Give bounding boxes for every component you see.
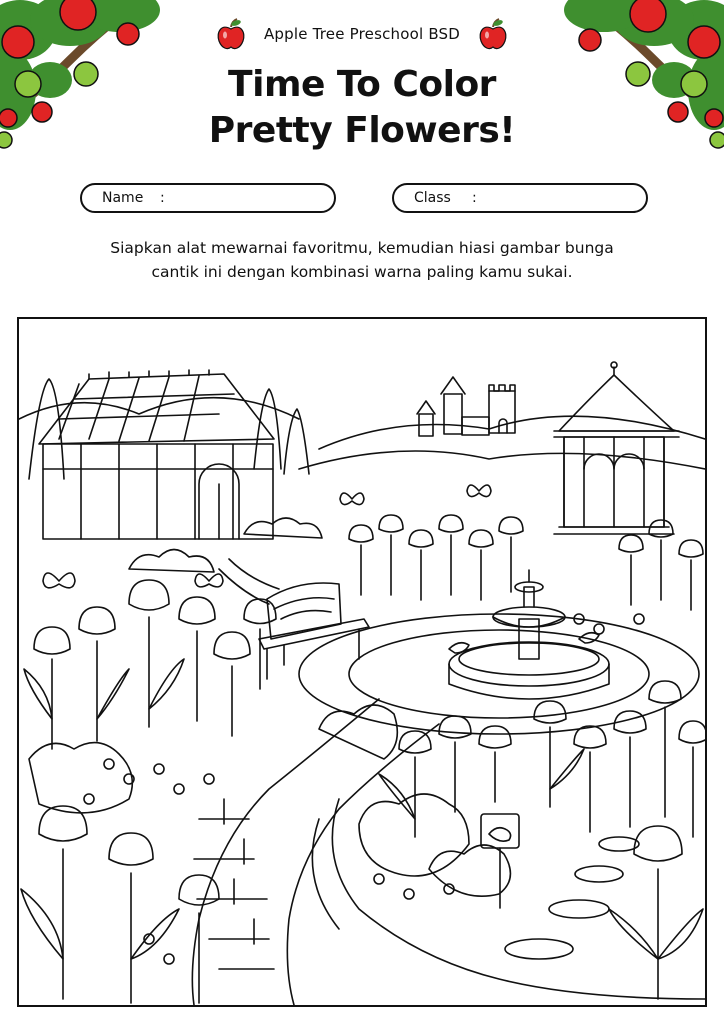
instructions <box>60 236 664 284</box>
class-separator: : <box>472 190 477 206</box>
stepping-stones-icon <box>505 837 639 959</box>
gazebo-icon <box>554 362 679 534</box>
butterfly-icon <box>43 485 491 588</box>
title-line-2: Pretty Flowers! <box>208 110 516 151</box>
name-separator: : <box>160 190 165 206</box>
page-title <box>0 62 724 154</box>
small-flowers-icon <box>84 614 644 964</box>
apple-icon <box>478 17 508 51</box>
apple-icon <box>216 17 246 51</box>
school-name: Apple Tree Preschool BSD <box>263 25 461 43</box>
greenhouse-icon <box>39 370 274 539</box>
tulip-icon <box>34 515 705 1003</box>
background-hills-icon <box>19 379 705 479</box>
class-field[interactable] <box>392 183 648 213</box>
title-line-1: Time To Color <box>228 64 496 105</box>
name-label: Name <box>102 190 144 206</box>
leaves-icon <box>21 659 703 959</box>
coloring-illustration <box>17 317 707 1007</box>
name-field[interactable] <box>80 183 336 213</box>
instructions-line-1: Siapkan alat mewarnai favoritmu, kemudian hiasi gambar bunga <box>110 239 614 257</box>
shrub-icon <box>29 518 510 896</box>
instructions-line-2: cantik ini dengan kombinasi warna paling kamu sukai. <box>151 263 573 281</box>
class-label: Class <box>414 190 451 206</box>
castle-icon <box>417 377 515 436</box>
school-header <box>0 16 724 52</box>
